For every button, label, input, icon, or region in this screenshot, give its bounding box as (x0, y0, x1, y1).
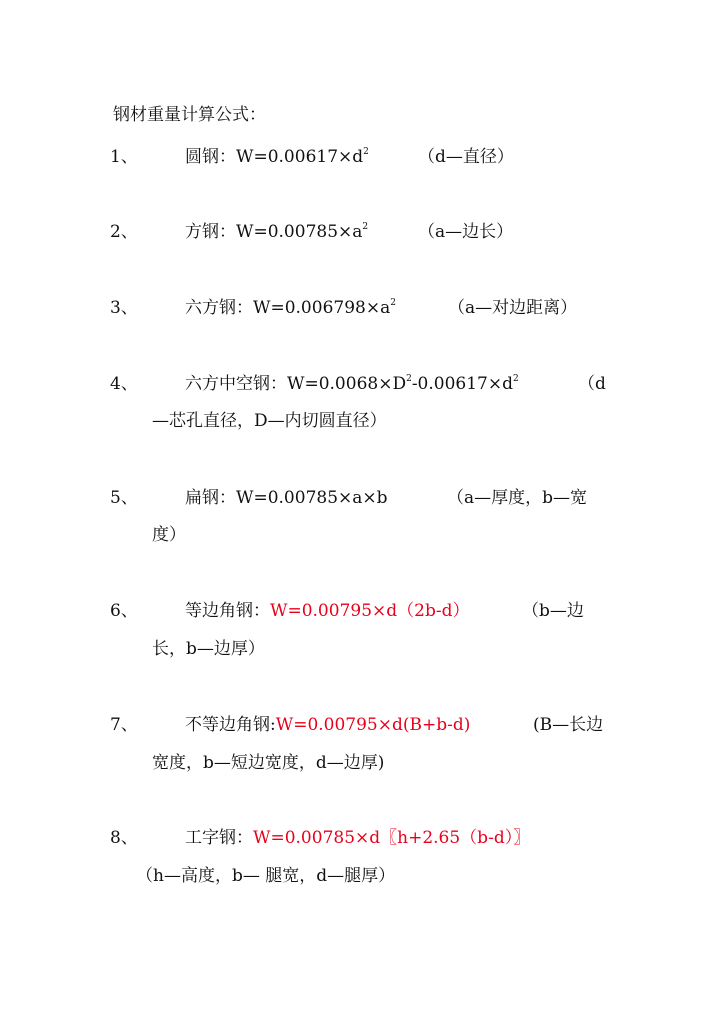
item-line (185, 599, 469, 623)
item-number: 2、 (110, 222, 138, 242)
formula-superscript: 2 (512, 374, 519, 385)
item-number: 5、 (110, 488, 138, 508)
item-name: 等边角钢： (185, 601, 270, 621)
item-number: 6、 (110, 601, 138, 621)
item-line (185, 145, 369, 169)
item-note-line2: 长，b—边厚） (152, 639, 265, 659)
item-note-line1: (B—长边 (533, 715, 604, 735)
item-note-line1: （d (578, 374, 606, 394)
item-note-line2: （h—高度，b— 腿宽，d—腿厚） (136, 866, 396, 886)
item-formula: W=0.00785×d〖h+2.65（b-d）〗 (253, 828, 531, 848)
item-name: 方钢： (185, 222, 236, 242)
item-name: 不等边角钢: (185, 715, 276, 735)
item-name: 扁钢： (185, 488, 236, 508)
item-line (185, 372, 519, 396)
item-formula-part2: -0.00617×d (411, 374, 513, 394)
item-formula: W=0.006798×a (253, 298, 391, 318)
item-number: 4、 (110, 374, 138, 394)
formula-superscript: 2 (362, 222, 369, 233)
item-note-line2: —芯孔直径，D—内切圆直径） (152, 411, 387, 431)
item-number: 7、 (110, 715, 138, 735)
formula-superscript: 2 (390, 298, 396, 309)
item-name: 六方中空钢： (185, 374, 287, 394)
item-line (185, 486, 388, 510)
formula-superscript: 2 (363, 147, 369, 158)
item-name: 圆钢： (185, 147, 236, 167)
item-line (185, 713, 470, 737)
item-note: （a—边长） (418, 222, 514, 242)
item-note: （d—直径） (418, 147, 514, 167)
item-formula: W=0.0068×D (287, 374, 407, 394)
item-note-line1: （b—边 (522, 601, 584, 621)
item-name: 六方钢： (185, 298, 253, 318)
item-note: （a—对边距离） (448, 298, 578, 318)
item-formula: W=0.00795×d（2b-d） (270, 601, 470, 621)
item-formula: W=0.00785×a×b (236, 488, 388, 508)
item-line (185, 220, 368, 244)
item-line (185, 296, 396, 320)
formula-superscript: 2 (406, 374, 412, 385)
item-number: 1、 (110, 147, 138, 167)
item-number: 3、 (110, 298, 138, 318)
item-number: 8、 (110, 828, 138, 848)
item-line (185, 826, 530, 850)
item-formula: W=0.00617×d (236, 147, 364, 167)
item-formula: W=0.00785×a (236, 222, 363, 242)
item-formula: W=0.00795×d(B+b-d) (275, 715, 471, 735)
item-note-line2: 度） (152, 525, 186, 545)
item-note-line2: 宽度，b—短边宽度，d—边厚) (152, 753, 385, 773)
item-name: 工字钢： (185, 828, 253, 848)
item-note-line1: （a—厚度，b—宽 (447, 488, 588, 508)
page-title: 钢材重量计算公式： (113, 105, 266, 125)
